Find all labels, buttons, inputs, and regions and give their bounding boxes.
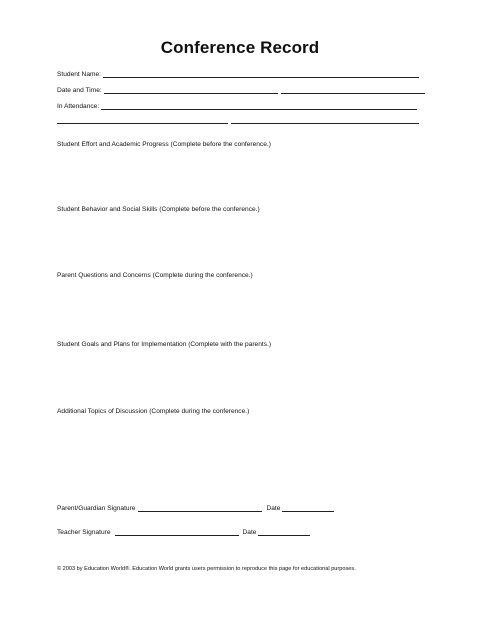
section-effort-heading: Student Effort and Academic Progress (Complete before the conference.) (57, 141, 271, 148)
teacher-date-label: Date (242, 529, 257, 536)
parent-signature-row (57, 501, 334, 513)
teacher-date-field[interactable] (258, 535, 310, 536)
attendance-extra-field-1[interactable] (57, 123, 228, 124)
teacher-signature-label: Teacher Signature (57, 529, 111, 536)
date-time-label: Date and Time: (57, 87, 102, 94)
parent-signature-label: Parent/Guardian Signature (57, 505, 136, 512)
document-title: Conference Record (160, 38, 320, 57)
student-name-row (57, 67, 421, 79)
date-field[interactable] (104, 93, 278, 94)
section-parent-questions-heading: Parent Questions and Concerns (Complete during the conference.) (57, 272, 253, 279)
in-attendance-field[interactable] (101, 109, 417, 110)
time-field[interactable] (281, 93, 425, 94)
in-attendance-label: In Attendance: (57, 103, 100, 110)
student-name-field[interactable] (103, 77, 419, 78)
teacher-signature-field[interactable] (115, 535, 239, 536)
section-behavior-heading: Student Behavior and Social Skills (Complete before the conference.) (57, 206, 260, 213)
parent-date-field[interactable] (282, 511, 334, 512)
attendance-extra-field-2[interactable] (231, 123, 419, 124)
section-additional-heading: Additional Topics of Discussion (Complete during the conference.) (57, 408, 250, 415)
copyright-notice: © 2003 by Education World®. Education World grants users permission to reproduce this page for educational purposes. (57, 566, 356, 572)
parent-date-label: Date (266, 505, 281, 512)
parent-signature-field[interactable] (138, 511, 262, 512)
teacher-signature-row (57, 525, 310, 537)
date-time-row (57, 83, 425, 95)
in-attendance-row (57, 99, 423, 111)
student-name-label: Student Name: (57, 71, 101, 78)
section-goals-heading: Student Goals and Plans for Implementation (Complete with the parents.) (57, 341, 272, 348)
